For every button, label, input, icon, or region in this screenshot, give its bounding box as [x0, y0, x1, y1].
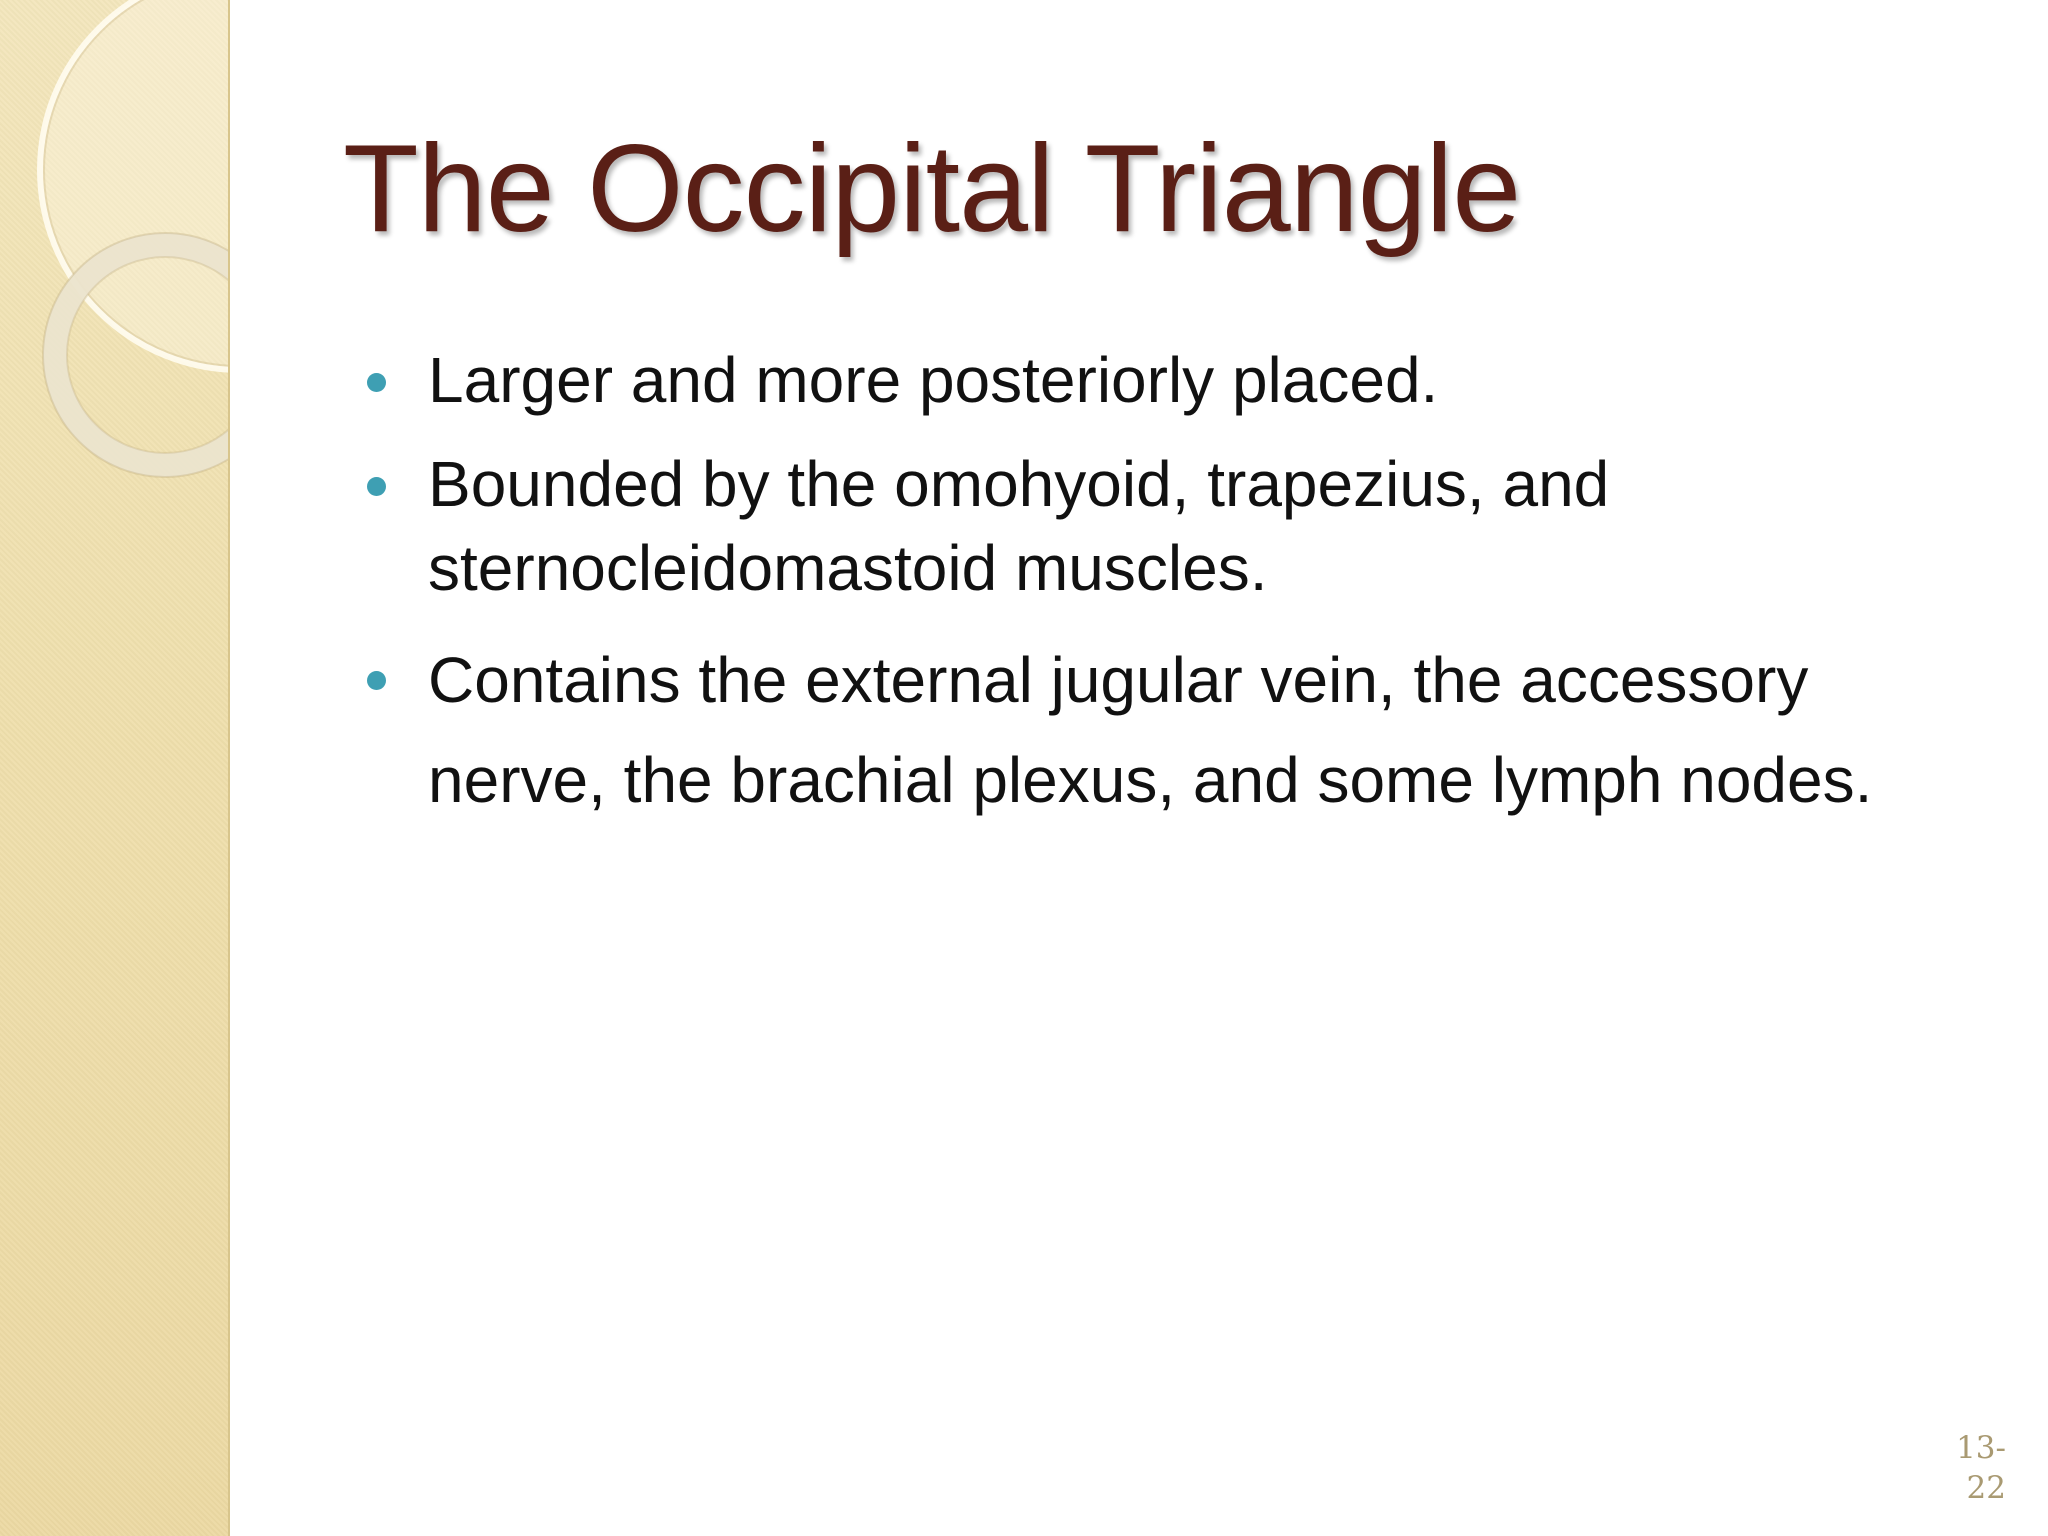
bullet-text: Bounded by the omohyoid, trapezius, and sternocleidomastoid muscles. — [428, 448, 1610, 604]
bullet-text: Larger and more posteriorly placed. — [428, 344, 1439, 416]
slide-number-line1: 13- — [1956, 1430, 2006, 1466]
bullet-dot-icon — [367, 477, 386, 496]
decorative-rings — [0, 0, 228, 520]
bullet-item — [360, 442, 2000, 610]
bullet-item — [360, 630, 2000, 830]
bullet-dot-icon — [367, 373, 386, 392]
decorative-side-panel — [0, 0, 230, 1536]
slide-title: The Occipital Triangle — [343, 120, 1521, 258]
slide-number-line2: 22 — [1966, 1470, 2006, 1506]
bullet-text: Contains the external jugular vein, the accessory nerve, the brachial plexus, and some lymph nodes. — [428, 644, 1873, 816]
bullet-dot-icon — [367, 671, 386, 690]
slide-number — [1926, 1428, 2006, 1508]
bullet-list — [360, 338, 2000, 850]
bullet-item — [360, 338, 2000, 422]
